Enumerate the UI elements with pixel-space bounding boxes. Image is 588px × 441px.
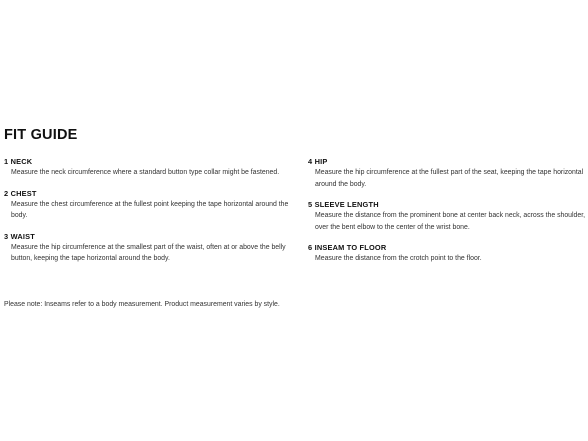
fit-item-description: Measure the hip circumference at the fullest part of the seat, keeping the tape horizontal around the body. <box>315 169 584 188</box>
fit-item-waist <box>4 231 304 265</box>
inseam-note: Please note: Inseams refer to a body measurement. Product measurement varies by style. <box>4 301 280 308</box>
fit-item-heading: 4 HIP <box>308 157 328 166</box>
fit-item-sleeve-length <box>308 199 588 233</box>
fit-item-inseam-to-floor <box>308 242 588 265</box>
fit-item-chest <box>4 188 304 222</box>
fit-item-heading: 1 NECK <box>4 157 33 166</box>
fit-guide-right-column <box>308 156 588 274</box>
fit-item-description: Measure the chest circumference at the fullest point keeping the tape horizontal around the body. <box>11 200 289 219</box>
fit-guide-left-column <box>4 156 304 274</box>
fit-item-heading: 5 SLEEVE LENGTH <box>308 200 379 209</box>
fit-item-description: Measure the hip circumference at the smallest part of the waist, often at or above the belly button, keeping the tape horizontal around the body. <box>11 243 286 262</box>
fit-item-hip <box>308 156 588 190</box>
fit-item-heading: 6 INSEAM TO FLOOR <box>308 243 387 252</box>
fit-item-description: Measure the neck circumference where a standard button type collar might be fastened. <box>11 169 280 176</box>
fit-item-heading: 3 WAIST <box>4 231 35 241</box>
fit-item-description: Measure the distance from the crotch point to the floor. <box>315 255 482 262</box>
fit-item-description: Measure the distance from the prominent bone at center back neck, across the shoulder, over the bent elbow to the center of the wrist bone. <box>315 212 586 231</box>
fit-item-neck <box>4 156 304 179</box>
fit-item-heading: 2 CHEST <box>4 188 37 198</box>
page-title: FIT GUIDE <box>4 127 78 143</box>
